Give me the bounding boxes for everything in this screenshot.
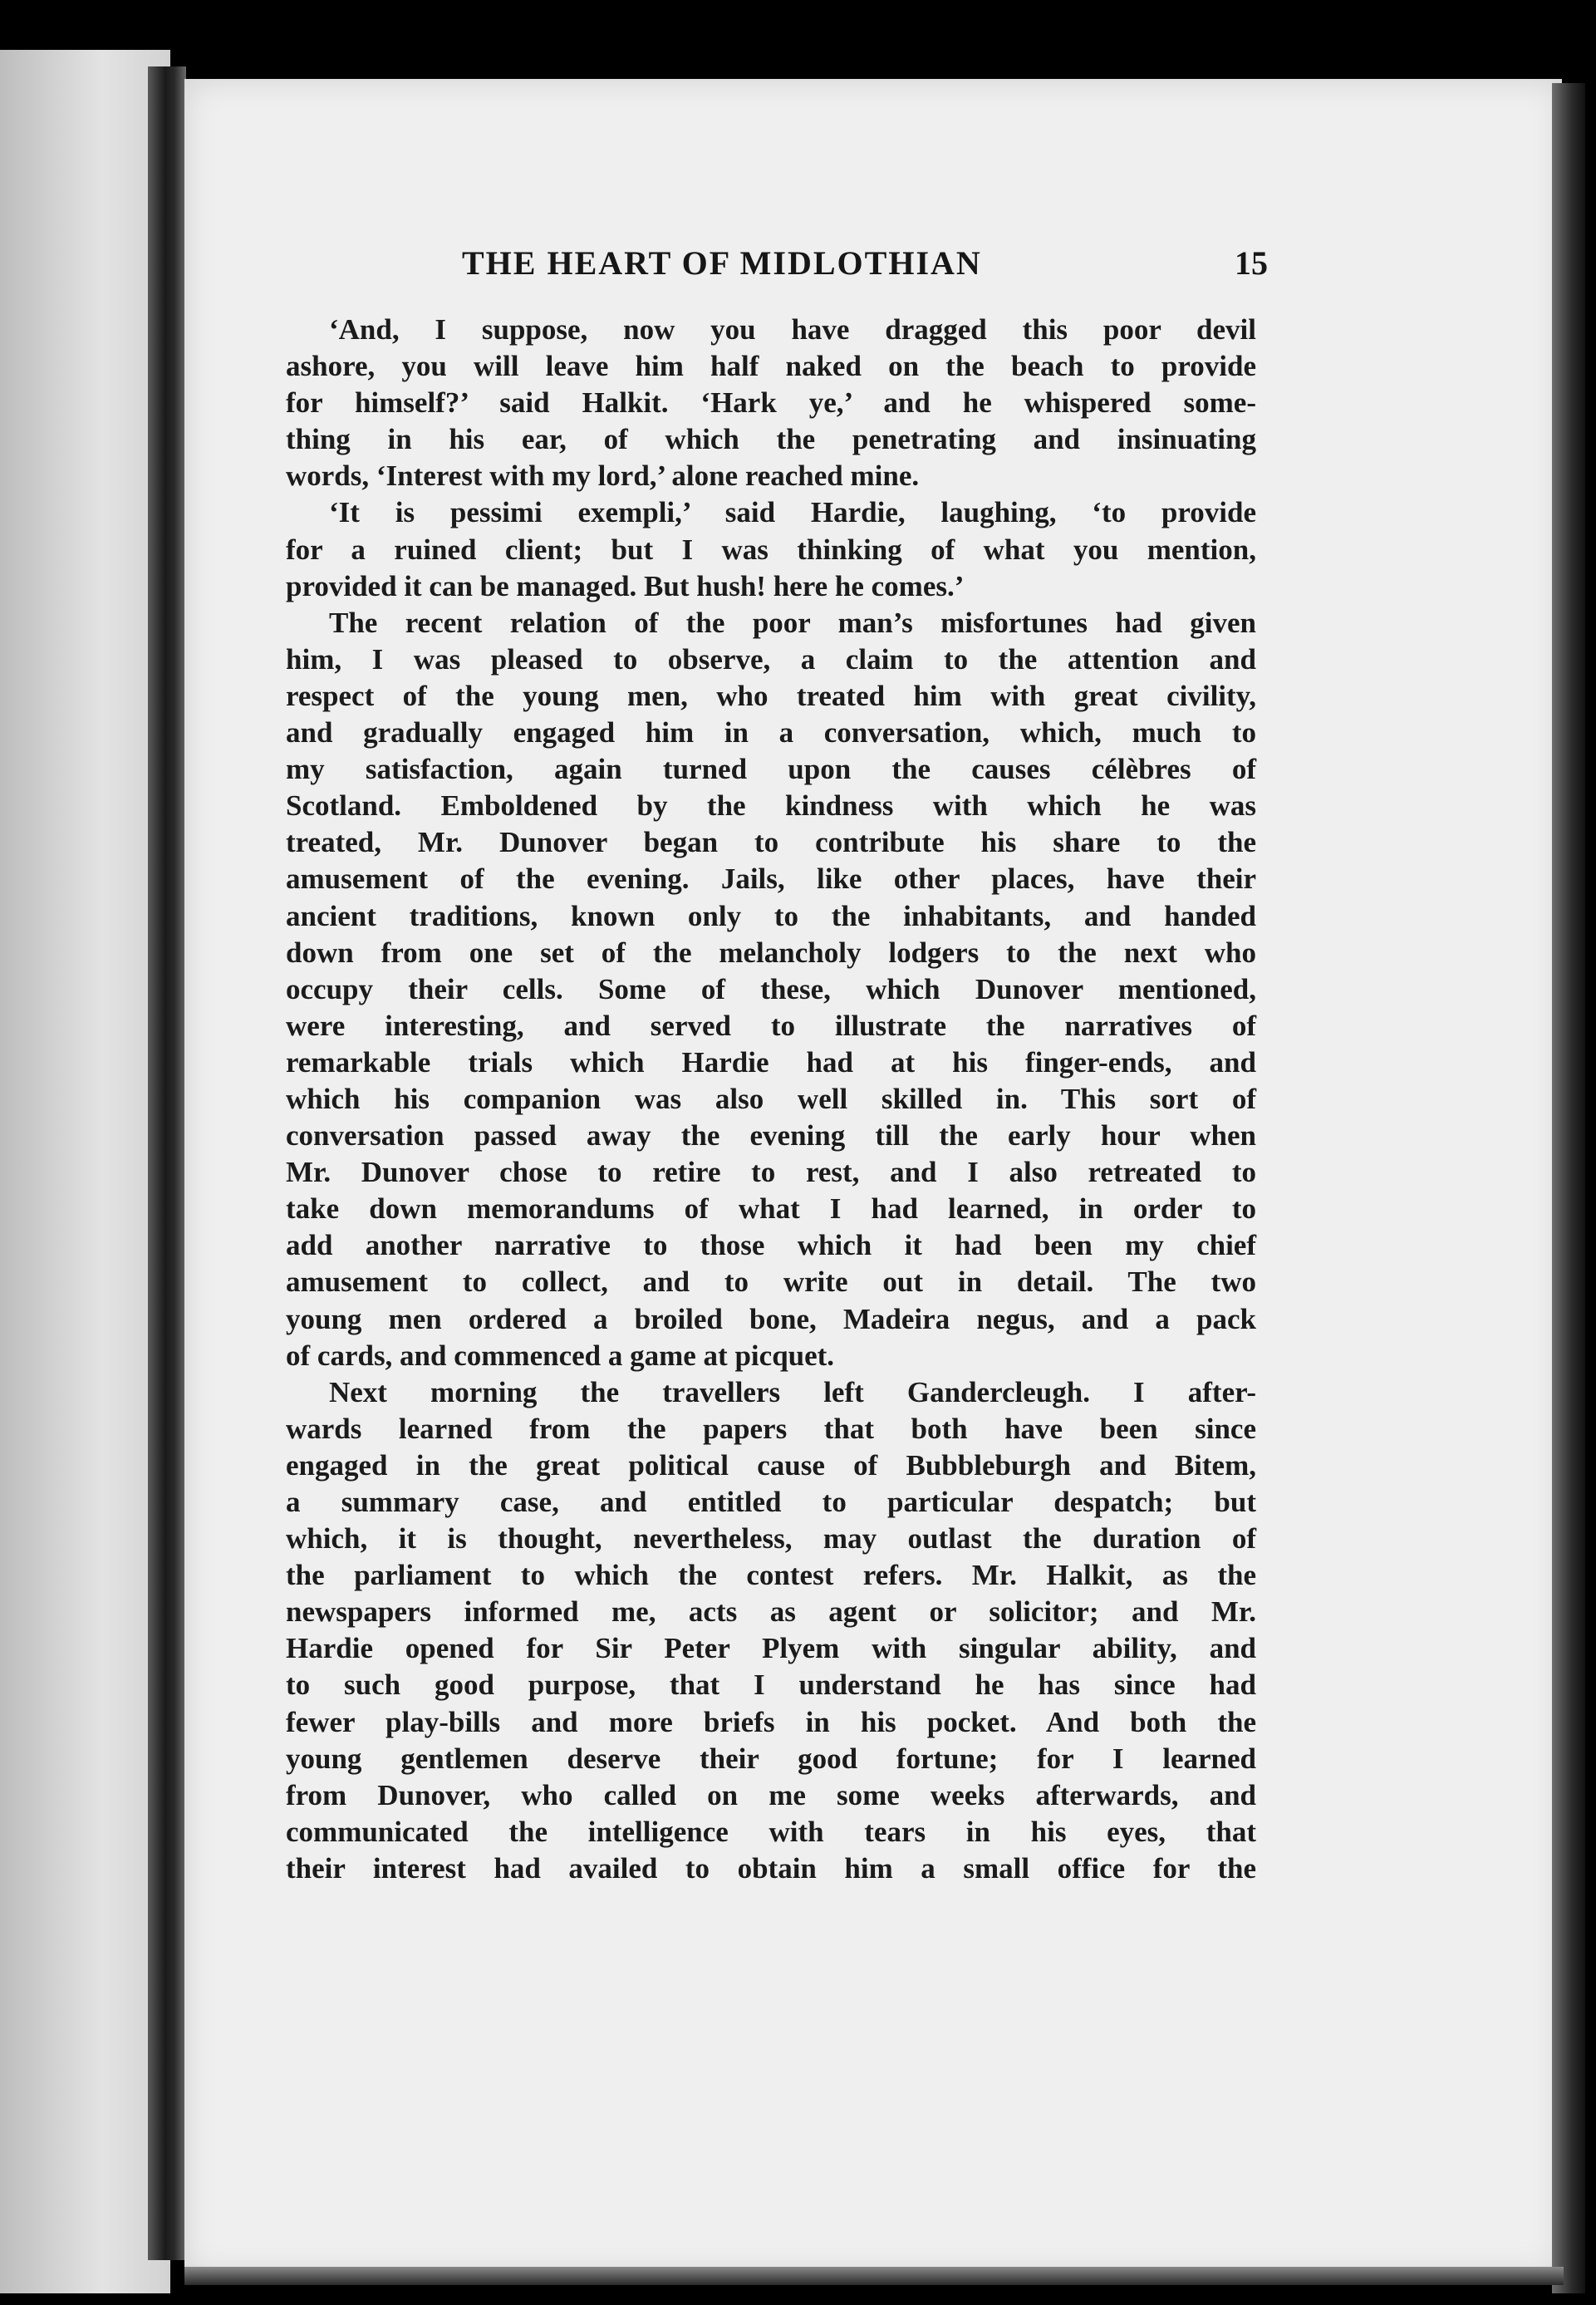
- text-line: for himself?’ said Halkit. ‘Hark ye,’ and he whispered some-: [286, 386, 1256, 420]
- text-line: amusement to collect, and to write out in detail. The two: [286, 1266, 1256, 1299]
- body-text: [286, 312, 1256, 1887]
- text-line: ‘And, I suppose, now you have dragged this poor devil: [329, 313, 1256, 346]
- page-bottom-edge: [184, 2267, 1564, 2285]
- text-line: amusement of the evening. Jails, like other places, have their: [286, 863, 1256, 896]
- text-line: Hardie opened for Sir Peter Plyem with singular ability, and: [286, 1632, 1256, 1665]
- text-line: engaged in the great political cause of Bubbleburgh and Bitem,: [286, 1448, 1256, 1482]
- text-line: of cards, and commenced a game at picquet.: [286, 1339, 835, 1372]
- text-line: remarkable trials which Hardie had at his finger-ends, and: [286, 1045, 1256, 1079]
- text-line: which, it is thought, nevertheless, may outlast the duration of: [286, 1522, 1256, 1556]
- text-line: young gentlemen deserve their good fortune; for I learned: [286, 1742, 1256, 1775]
- page-right-edge: [1552, 83, 1585, 2293]
- text-line: treated, Mr. Dunover began to contribute his share to the: [286, 826, 1256, 859]
- text-line: communicated the intelligence with tears in his eyes, that: [286, 1815, 1256, 1848]
- text-line: their interest had availed to obtain him a small office for the: [286, 1851, 1256, 1885]
- text-line: conversation passed away the evening till the early hour when: [286, 1119, 1256, 1152]
- text-line: and gradually engaged him in a conversation, which, much to: [286, 716, 1256, 749]
- text-line: take down memorandums of what I had learned, in order to: [286, 1192, 1256, 1226]
- text-line: were interesting, and served to illustrate the narratives of: [286, 1009, 1256, 1042]
- text-line: ancient traditions, known only to the inhabitants, and handed: [286, 899, 1256, 932]
- text-line: thing in his ear, of which the penetrating and insinuating: [286, 423, 1256, 456]
- text-line: add another narrative to those which it had been my chief: [286, 1229, 1256, 1262]
- text-line: ‘It is pessimi exempli,’ said Hardie, laughing, ‘to provide: [329, 496, 1256, 529]
- text-line: him, I was pleased to observe, a claim to the attention and: [286, 642, 1256, 676]
- text-line: Mr. Dunover chose to retire to rest, and I also retreated to: [286, 1156, 1256, 1189]
- text-line: respect of the young men, who treated him with great civility,: [286, 679, 1256, 712]
- text-line: Next morning the travellers left Gandercleugh. I after-: [329, 1375, 1256, 1408]
- running-header: [462, 243, 1268, 285]
- text-line: which his companion was also well skilled in. This sort of: [286, 1082, 1256, 1115]
- text-line: occupy their cells. Some of these, which Dunover mentioned,: [286, 972, 1256, 1005]
- text-line: newspapers informed me, acts as agent or solicitor; and Mr.: [286, 1595, 1256, 1629]
- text-line: down from one set of the melancholy lodgers to the next who: [286, 936, 1256, 969]
- text-line: The recent relation of the poor man’s misfortunes had given: [329, 606, 1256, 639]
- running-title: THE HEART OF MIDLOTHIAN: [462, 244, 982, 282]
- text-line: from Dunover, who called on me some weeks afterwards, and: [286, 1778, 1256, 1811]
- text-line: for a ruined client; but I was thinking of what you mention,: [286, 533, 1256, 566]
- text-line: Scotland. Emboldened by the kindness with which he was: [286, 789, 1256, 823]
- facing-page-edge: [0, 50, 170, 2293]
- page-number: 15: [1235, 244, 1268, 282]
- text-line: a summary case, and entitled to particular despatch; but: [286, 1486, 1256, 1518]
- text-line: wards learned from the papers that both have been since: [286, 1412, 1256, 1445]
- book-gutter: [148, 66, 186, 2260]
- text-line: the parliament to which the contest refers. Mr. Halkit, as the: [286, 1559, 1256, 1592]
- text-line: provided it can be managed. But hush! here he comes.’: [286, 569, 965, 602]
- text-line: young men ordered a broiled bone, Madeira negus, and a pack: [286, 1302, 1256, 1335]
- text-line: to such good purpose, that I understand he has since had: [286, 1669, 1256, 1702]
- text-line: ashore, you will leave him half naked on the beach to provide: [286, 350, 1256, 383]
- text-line: fewer play-bills and more briefs in his pocket. And both the: [286, 1705, 1256, 1738]
- text-line: my satisfaction, again turned upon the causes célèbres of: [286, 753, 1256, 786]
- text-line: words, ‘Interest with my lord,’ alone reached mine.: [286, 460, 920, 493]
